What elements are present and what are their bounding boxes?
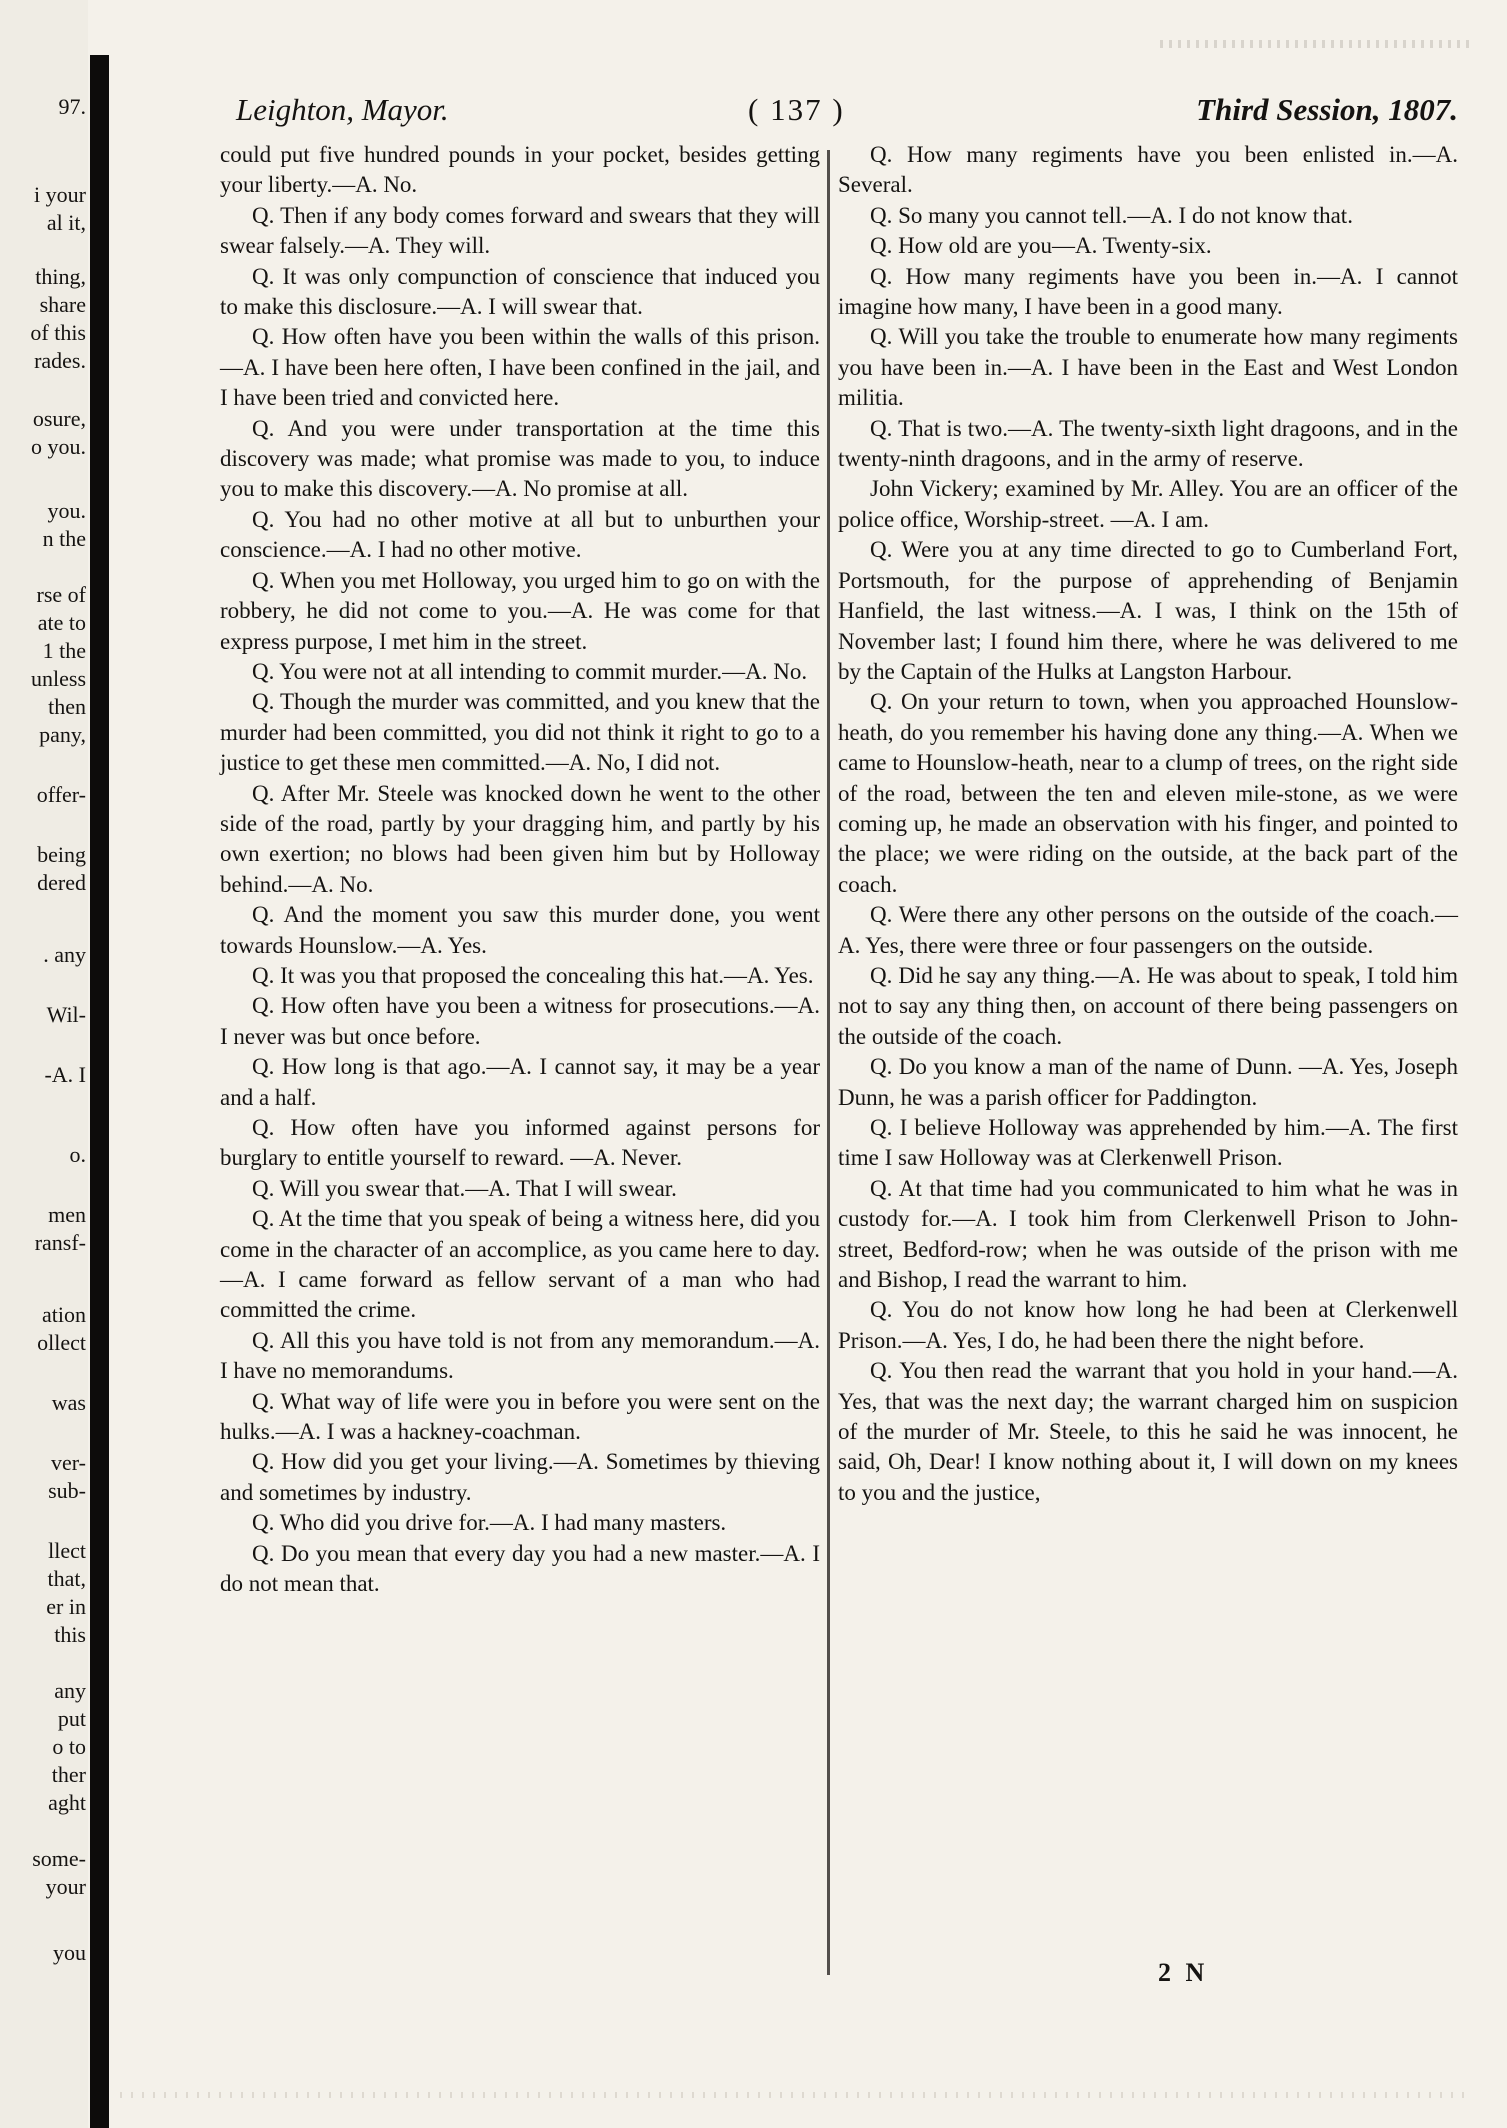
paragraph: Q. How old are you—A. Twenty-six. bbox=[870, 233, 1212, 259]
previous-page-fragment: unless bbox=[31, 666, 86, 691]
running-header bbox=[228, 92, 1458, 138]
paragraph: Q. On your return to town, when you approached Hounslow-heath, do you remember his having done any thing.—A. When we came to Hounslow-heath, near to a clump of trees, on the right side of the road, between the ten and eleven mile-stone, as we were coming up, he made an observation with his finger, and pointed to the place; we were riding on the outside, at the back part of the coach. bbox=[838, 689, 1458, 897]
previous-page-fragment: osure, bbox=[32, 406, 86, 431]
previous-page-fragment: o you. bbox=[31, 434, 86, 459]
column-divider bbox=[827, 150, 830, 1975]
previous-page-fragment: llect bbox=[48, 1538, 86, 1563]
paragraph: Q. It was only compunction of conscience that induced you to make this disclosure.—A. I will swear that. bbox=[220, 263, 820, 320]
previous-page-fragment: share bbox=[39, 292, 86, 317]
previous-page-fragment: 1 the bbox=[42, 638, 86, 663]
paragraph: Q. It was you that proposed the concealing this hat.—A. Yes. bbox=[252, 962, 814, 988]
paragraph: Q. All this you have told is not from any memorandum.—A. I have no memorandums. bbox=[220, 1327, 820, 1384]
paragraph: Q. Will you take the trouble to enumerate how many regiments you have been in.—A. I have been in the East and West London militia. bbox=[838, 324, 1458, 411]
scan-artifact-bottom bbox=[120, 2092, 1470, 2098]
left-column bbox=[220, 140, 820, 1600]
previous-page-fragment: you bbox=[53, 1940, 86, 1965]
signature-mark: 2 N bbox=[1158, 1958, 1209, 1987]
previous-page-fragment: rse of bbox=[36, 582, 86, 607]
paragraph: Q. How many regiments have you been enlisted in.—A. Several. bbox=[838, 142, 1458, 198]
previous-page-fragment: n the bbox=[42, 526, 86, 551]
paragraph: Q. Then if any body comes forward and swears that they will swear falsely.—A. They will. bbox=[220, 202, 820, 259]
header-left: Leighton, Mayor. bbox=[236, 92, 449, 127]
header-right: Third Session, 1807. bbox=[1196, 92, 1458, 127]
paragraph: Q. And you were under transportation at the time this discovery was made; what promise was made to you, to induce you to make this discovery.—A. No promise at all. bbox=[220, 415, 820, 502]
paragraph: Q. How did you get your living.—A. Sometimes by thieving and sometimes by industry. bbox=[220, 1449, 820, 1505]
previous-page-fragment: dered bbox=[37, 870, 86, 895]
previous-page-edge bbox=[0, 0, 88, 2128]
previous-page-fragment: ation bbox=[42, 1302, 86, 1327]
previous-page-fragment: Wil- bbox=[46, 1002, 86, 1027]
previous-page-fragment: put bbox=[57, 1706, 86, 1731]
previous-page-fragment: o to bbox=[52, 1734, 86, 1759]
paragraph: Q. At the time that you speak of being a witness here, did you come in the character of an accomplice, as you came here to day.—A. I came forward as fellow servant of a man who had committed the crime. bbox=[220, 1206, 820, 1323]
paragraph: Q. Though the murder was committed, and you knew that the murder had been committed, you did not think it right to go to a justice to get these men committed.—A. No, I did not. bbox=[220, 689, 820, 776]
previous-page-fragment: er in bbox=[46, 1594, 86, 1619]
paragraph: Q. At that time had you communicated to him what he was in custody for.—A. I took him from Clerkenwell Prison to John-street, Bedford-row; when he was outside of the prison with me and Bishop, I read the warrant to him. bbox=[838, 1175, 1458, 1293]
previous-page-fragment: offer- bbox=[36, 782, 86, 807]
paragraph: Q. What way of life were you in before you were sent on the hulks.—A. I was a hackney-coachman. bbox=[220, 1388, 820, 1445]
previous-page-fragment: thing, bbox=[35, 264, 86, 289]
paragraph: could put five hundred pounds in your pocket, besides getting your liberty.—A. No. bbox=[220, 142, 820, 198]
previous-page-fragment: men bbox=[48, 1202, 86, 1227]
previous-page-fragment: al it, bbox=[46, 210, 86, 235]
paragraph: Q. Did he say any thing.—A. He was about to speak, I told him not to say any thing then, on account of there being passengers on the outside of the coach. bbox=[838, 962, 1458, 1049]
previous-page-fragment: ther bbox=[51, 1762, 86, 1787]
previous-page-fragment: i your bbox=[34, 182, 86, 207]
paragraph: Q. You had no other motive at all but to unburthen your conscience.—A. I had no other motive. bbox=[220, 506, 820, 563]
previous-page-fragment: ver- bbox=[51, 1450, 86, 1475]
paragraph: Q. Do you know a man of the name of Dunn. —A. Yes, Joseph Dunn, he was a parish officer for Paddington. bbox=[838, 1054, 1458, 1110]
paragraph: Q. Who did you drive for.—A. I had many masters. bbox=[252, 1510, 727, 1536]
previous-page-fragment: your bbox=[45, 1874, 86, 1899]
paragraph: Q. How often have you been within the walls of this prison.—A. I have been here often, I have been confined in the jail, and I have been tried and convicted here. bbox=[220, 324, 820, 411]
previous-page-fragment: you. bbox=[47, 498, 86, 523]
paragraph: Q. How often have you informed against persons for burglary to entitle yourself to reward. —A. Never. bbox=[220, 1115, 820, 1171]
paragraph: Q. After Mr. Steele was knocked down he went to the other side of the road, partly by your dragging him, and partly by his own exertion; no blows had been given him but by Holloway behind.—A. No. bbox=[220, 780, 820, 897]
previous-page-fragment: o. bbox=[69, 1142, 86, 1167]
previous-page-fragment: ollect bbox=[37, 1330, 86, 1355]
paragraph: Q. How many regiments have you been in.—A. I cannot imagine how many, I have been in a good many. bbox=[838, 263, 1458, 320]
right-column bbox=[838, 140, 1458, 1508]
previous-page-fragment: pany, bbox=[39, 722, 86, 747]
paragraph: Q. Were there any other persons on the outside of the coach.—A. Yes, there were three or four passengers on the outside. bbox=[838, 902, 1458, 958]
paragraph: Q. How often have you been a witness for prosecutions.—A. I never was but once before. bbox=[220, 993, 820, 1049]
binding-gutter bbox=[90, 55, 109, 2128]
paragraph: Q. You were not at all intending to commit murder.—A. No. bbox=[252, 658, 808, 684]
previous-page-fragment: ransf- bbox=[34, 1230, 86, 1255]
previous-page-fragment: . any bbox=[43, 942, 86, 967]
previous-page-fragment: aght bbox=[48, 1790, 86, 1815]
previous-page-fragment: sub- bbox=[48, 1478, 86, 1503]
previous-page-fragment: 97. bbox=[58, 94, 86, 119]
paragraph: Q. So many you cannot tell.—A. I do not know that. bbox=[870, 202, 1353, 228]
paragraph: Q. When you met Holloway, you urged him to go on with the robbery, he did not come to you.—A. He was come for that express purpose, I met him in the street. bbox=[220, 567, 820, 654]
paragraph: Q. You then read the warrant that you hold in your hand.—A. Yes, that was the next day; the warrant charged him on suspicion of the murder of Mr. Steele, to this he said he was innocent, he said, Oh, Dear! I know nothing about it, I will down on my knees to you and the justice, bbox=[838, 1358, 1458, 1505]
paragraph: Q. How long is that ago.—A. I cannot say, it may be a year and a half. bbox=[220, 1054, 820, 1110]
paragraph: Q. And the moment you saw this murder done, you went towards Hounslow.—A. Yes. bbox=[220, 902, 820, 958]
paragraph: Q. I believe Holloway was apprehended by him.—A. The first time I saw Holloway was at Clerkenwell Prison. bbox=[838, 1115, 1458, 1171]
paragraph: Q. Were you at any time directed to go to Cumberland Fort, Portsmouth, for the purpose of apprehending of Benjamin Hanfield, the last witness.—A. I was, I think on the 15th of November last; I found him there, where he was delivered to me by the Captain of the Hulks at Langston Harbour. bbox=[838, 537, 1458, 684]
paragraph: Q. Will you swear that.—A. That I will swear. bbox=[252, 1175, 677, 1201]
previous-page-fragment: -A. I bbox=[44, 1062, 86, 1087]
previous-page-fragment: this bbox=[54, 1622, 86, 1647]
previous-page-fragment: then bbox=[48, 694, 86, 719]
paragraph: John Vickery; examined by Mr. Alley. You are an officer of the police office, Worship-street. —A. I am. bbox=[838, 476, 1458, 532]
previous-page-fragment: ate to bbox=[37, 610, 86, 635]
previous-page-fragment: of this bbox=[30, 320, 86, 345]
paragraph: Q. That is two.—A. The twenty-sixth light dragoons, and in the twenty-ninth dragoons, and in the army of reserve. bbox=[838, 415, 1458, 472]
previous-page-fragment: rades. bbox=[34, 348, 86, 373]
previous-page-fragment: that, bbox=[47, 1566, 86, 1591]
previous-page-fragment: any bbox=[54, 1678, 86, 1703]
page-number: ( 137 ) bbox=[748, 92, 845, 127]
previous-page-fragment: some- bbox=[32, 1846, 86, 1871]
paragraph: Q. Do you mean that every day you had a new master.—A. I do not mean that. bbox=[220, 1540, 820, 1597]
scan-artifact-top bbox=[1160, 40, 1470, 48]
paragraph: Q. You do not know how long he had been at Clerkenwell Prison.—A. Yes, I do, he had been there the night before. bbox=[838, 1297, 1458, 1353]
previous-page-fragment: was bbox=[51, 1390, 86, 1415]
previous-page-fragment: being bbox=[37, 842, 86, 867]
